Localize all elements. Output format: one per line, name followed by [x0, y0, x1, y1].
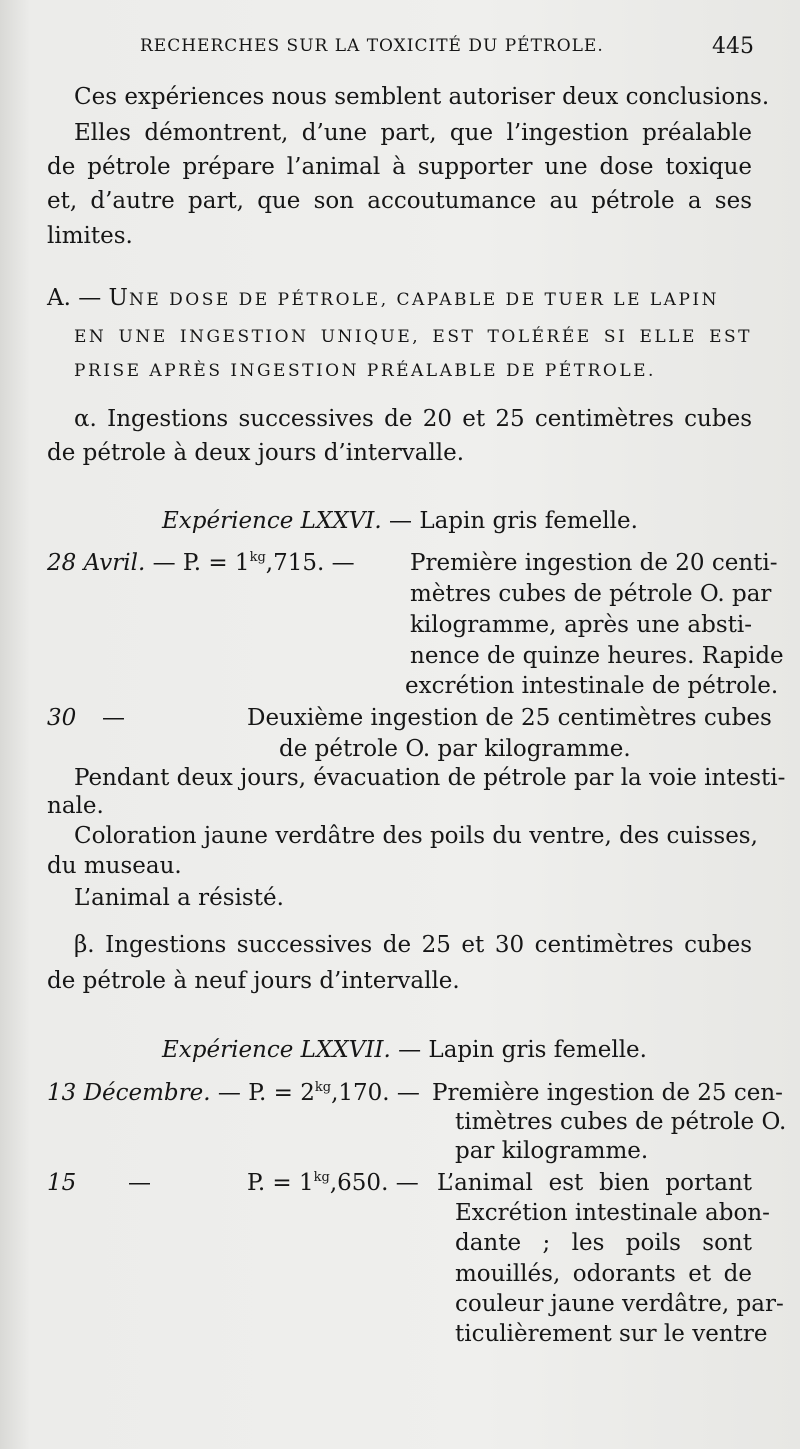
page-number: 445 [712, 34, 754, 59]
exp76-entry-2-line-2: de pétrole O. par kilogramme. [279, 736, 631, 762]
exp76-note-1-line-2: nale. [47, 793, 104, 819]
beta-heading-line-1: β. Ingestions successives de 25 et 30 centimètres cubes [74, 932, 752, 958]
experiment-77-title: Expérience LXXVII. — Lapin gris femelle. [162, 1037, 647, 1063]
exp76-entry-2-line-1: Deuxième ingestion de 25 centimètres cubes [247, 705, 772, 731]
exp77-entry-2-date: 15 [47, 1170, 77, 1196]
exp76-entry-1-line-3: kilogramme, après une absti- [410, 612, 752, 638]
section-a-heading-line-2: EN UNE INGESTION UNIQUE, EST TOLÉRÉE SI ELLE EST [74, 327, 752, 347]
exp77-entry-2-line-2: Excrétion intestinale abon- [455, 1200, 770, 1226]
section-a-label: A. — [47, 285, 109, 311]
alpha-heading-line-1: α. Ingestions successives de 20 et 25 centimètres cubes [74, 406, 752, 432]
intro-line-2: Elles démontrent, d’une part, que l’ingestion préalable [74, 120, 752, 146]
exp76-entry-1-line-2: mètres cubes de pétrole O. par [410, 581, 772, 607]
exp77-entry-1-header: 13 Décembre. — P. = $2^{kg},170$. — [47, 1080, 420, 1106]
exp77-entry-2-line-3: dante ; les poils sont [455, 1230, 752, 1256]
exp77-entry-1-line-3: par kilogramme. [455, 1138, 649, 1164]
exp77-entry-2-line-6: ticulièrement sur le ventre [455, 1321, 768, 1347]
beta-heading-line-2: de pétrole à neuf jours d’intervalle. [47, 968, 460, 994]
exp77-entry-1-line-1: Première ingestion de 25 cen- [432, 1080, 783, 1106]
exp77-entry-2-dash: — [128, 1170, 151, 1196]
exp76-entry-2-dash: — [102, 705, 125, 731]
intro-line-5: limites. [47, 223, 133, 249]
running-title: RECHERCHES SUR LA TOXICITÉ DU PÉTROLE. [140, 36, 604, 56]
exp76-note-3: L’animal a résisté. [74, 885, 284, 911]
exp76-entry-1-line-4: nence de quinze heures. Rapide [410, 643, 784, 669]
exp76-entry-1-line-1: Première ingestion de 20 centi- [410, 550, 778, 576]
intro-line-4: et, d’autre part, que son accoutumance au pétrole a ses [47, 188, 752, 214]
exp77-entry-2-weight: P. = $1^{kg},650$. — [247, 1170, 419, 1196]
exp76-note-2-line-1: Coloration jaune verdâtre des poils du ventre, des cuisses, [74, 823, 758, 849]
exp76-entry-1-line-5: excrétion intestinale de pétrole. [405, 673, 779, 699]
exp76-note-1-line-1: Pendant deux jours, évacuation de pétrole par la voie intesti- [74, 765, 786, 791]
section-a-heading-line-1 [47, 283, 752, 315]
exp77-entry-2-line-4: mouillés, odorants et de [455, 1261, 752, 1287]
section-a-heading-line-3: PRISE APRÈS INGESTION PRÉALABLE DE PÉTROLE. [74, 361, 656, 381]
intro-line-3: de pétrole prépare l’animal à supporter une dose toxique [47, 154, 752, 180]
exp77-entry-1-line-2: timètres cubes de pétrole O. [455, 1109, 787, 1135]
exp77-entry-2-line-5: couleur jaune verdâtre, par- [455, 1291, 784, 1317]
section-a-title: UNE DOSE DE PÉTROLE, CAPABLE DE TUER LE LAPIN [108, 285, 719, 311]
exp76-note-2-line-2: du museau. [47, 853, 182, 879]
exp77-entry-2-line-1: L’animal est bien portant [437, 1170, 752, 1196]
intro-line-1: Ces expériences nous semblent autoriser deux conclusions. [74, 84, 770, 110]
alpha-heading-line-2: de pétrole à deux jours d’intervalle. [47, 440, 465, 466]
exp76-entry-2-date: 30 [47, 705, 77, 731]
experiment-76-title: Expérience LXXVI. — Lapin gris femelle. [162, 508, 638, 534]
exp76-entry-1-header: 28 Avril. — P. = $1^{kg},715$. — [47, 550, 355, 576]
